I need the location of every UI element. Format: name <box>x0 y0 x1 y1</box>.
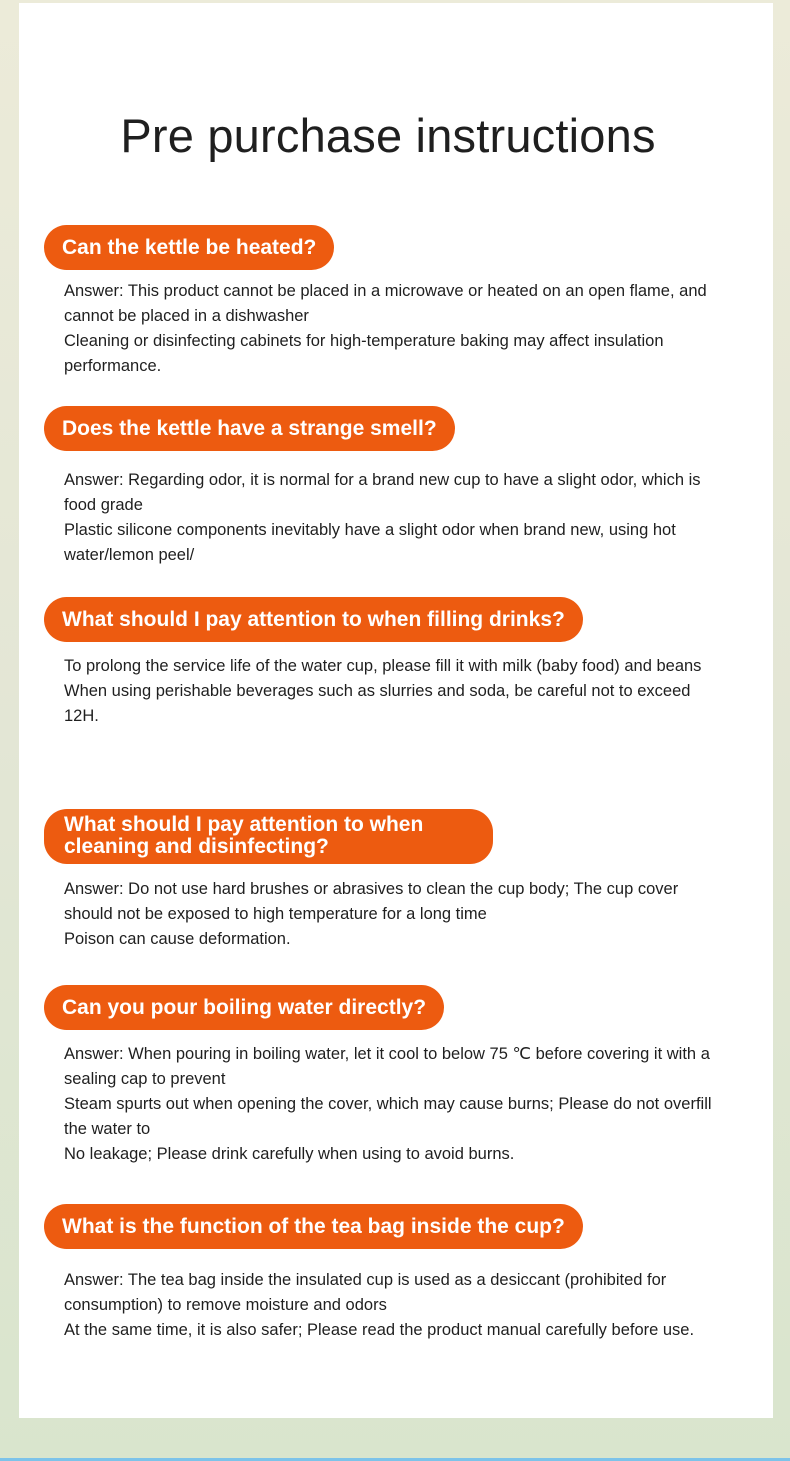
answer-paragraph: At the same time, it is also safer; Please read the product manual carefully before use. <box>64 1321 695 1339</box>
question-badge: Can you pour boiling water directly? <box>44 985 444 1030</box>
answer-paragraph: When using perishable beverages such as slurries and soda, be careful not to exceed 12H. <box>64 682 691 725</box>
answer-paragraph: Plastic silicone components inevitably have a slight odor when brand new, using hot water/lemon peel/ <box>64 521 676 564</box>
answer-text <box>64 279 724 379</box>
question-badge: What is the function of the tea bag inside the cup? <box>44 1204 583 1249</box>
answer-paragraph: To prolong the service life of the water cup, please fill it with milk (baby food) and beans <box>64 657 702 675</box>
question-badge: What should I pay attention to when cleaning and disinfecting? <box>44 809 493 864</box>
answer-text <box>64 468 724 568</box>
answer-text <box>64 877 724 952</box>
question-badge: Does the kettle have a strange smell? <box>44 406 455 451</box>
answer-text <box>64 1042 724 1167</box>
answer-paragraph: Poison can cause deformation. <box>64 930 291 948</box>
answer-paragraph: Answer: Regarding odor, it is normal for a brand new cup to have a slight odor, which is food grade <box>64 471 701 514</box>
answer-paragraph: Answer: When pouring in boiling water, let it cool to below 75 ℃ before covering it with a sealing cap to prevent <box>64 1045 710 1088</box>
page-title: Pre purchase instructions <box>120 109 656 162</box>
question-badge: What should I pay attention to when filling drinks? <box>44 597 583 642</box>
answer-text <box>64 654 724 729</box>
answer-paragraph: Answer: This product cannot be placed in a microwave or heated on an open flame, and cannot be placed in a dishwasher <box>64 282 707 325</box>
answer-text <box>64 1268 724 1343</box>
question-badge: Can the kettle be heated? <box>44 225 334 270</box>
answer-paragraph: Steam spurts out when opening the cover, which may cause burns; Please do not overfill the water to <box>64 1095 712 1138</box>
answer-paragraph: No leakage; Please drink carefully when using to avoid burns. <box>64 1145 515 1163</box>
answer-paragraph: Answer: The tea bag inside the insulated cup is used as a desiccant (prohibited for consumption) to remove moisture and odors <box>64 1271 667 1314</box>
answer-paragraph: Cleaning or disinfecting cabinets for high-temperature baking may affect insulation performance. <box>64 332 664 375</box>
answer-paragraph: Answer: Do not use hard brushes or abrasives to clean the cup body; The cup cover should not be exposed to high temperature for a long time <box>64 880 679 923</box>
